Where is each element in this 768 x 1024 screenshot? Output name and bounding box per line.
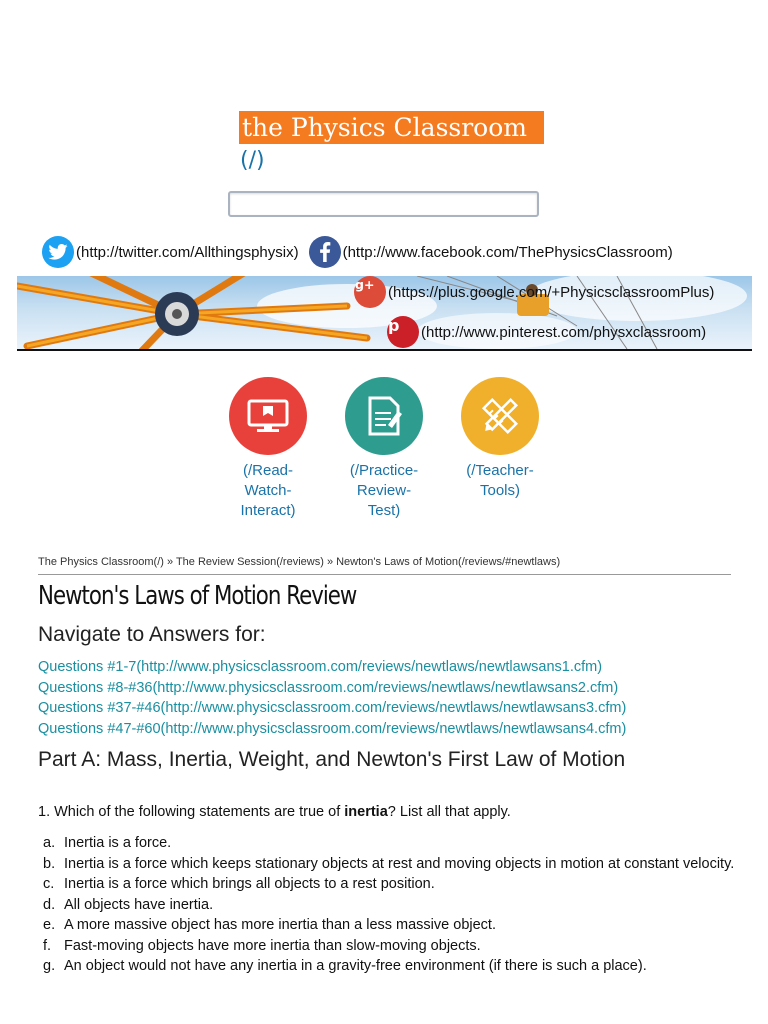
googleplus-row <box>354 276 714 308</box>
option-text: Fast-moving objects have more inertia than slow-moving objects. <box>64 937 481 954</box>
pinterest-link[interactable]: (http://www.pinterest.com/physxclassroom) <box>421 323 707 341</box>
header-banner <box>17 276 752 351</box>
tile-practice-review-test[interactable] <box>334 377 434 521</box>
list-item <box>38 956 738 977</box>
option-text: A more massive object has more inertia than a less massive object. <box>64 917 496 933</box>
answer-link-3[interactable]: Questions #37-#46(http://www.physicsclassroom.com/reviews/newtlaws/newtlawsans3.cfm) <box>38 700 627 717</box>
pinterest-icon[interactable] <box>387 316 419 348</box>
document-icon[interactable] <box>345 377 423 455</box>
facebook-icon[interactable] <box>309 236 341 268</box>
svg-text:g+: g+ <box>354 277 375 292</box>
svg-text:p: p <box>388 316 400 334</box>
site-logo[interactable]: the Physics Classroom <box>239 111 544 144</box>
list-item <box>38 915 738 936</box>
twitter-link[interactable]: (http://twitter.com/Allthingsphysix) <box>76 243 299 261</box>
googleplus-link[interactable]: (https://plus.google.com/+PhysicsclassroomPlus) <box>388 283 715 301</box>
pinterest-row <box>387 316 706 348</box>
social-row <box>42 236 673 268</box>
option-letter: a. <box>43 835 56 851</box>
part-heading: Part A: Mass, Inertia, Weight, and Newton's First Law of Motion <box>38 748 626 771</box>
question-prefix: 1. Which of the following statements are true of <box>38 804 345 820</box>
answer-link-4[interactable]: Questions #47-#60(http://www.physicsclassroom.com/reviews/newtlaws/newtlawsans4.cfm) <box>38 720 627 737</box>
question-1 <box>38 804 511 820</box>
navigate-heading: Navigate to Answers for: <box>38 623 266 646</box>
option-text: Inertia is a force. <box>64 835 172 851</box>
option-letter: c. <box>43 876 55 892</box>
list-item <box>38 854 738 875</box>
monitor-icon[interactable] <box>229 377 307 455</box>
pencil-ruler-icon[interactable] <box>461 377 539 455</box>
breadcrumb[interactable]: The Physics Classroom(/) » The Review Session(/reviews) » Newton's Laws of Motion(/reviews/#newtlaws) <box>38 556 561 568</box>
answer-options <box>38 833 738 977</box>
tile-label[interactable]: (/Practice- Review- Test) <box>349 462 419 519</box>
list-item <box>38 833 738 854</box>
divider <box>38 574 731 575</box>
option-letter: d. <box>43 896 56 913</box>
list-item <box>38 895 738 916</box>
option-letter: g. <box>43 958 56 974</box>
search-input[interactable] <box>228 191 539 217</box>
answer-link-2[interactable]: Questions #8-#36(http://www.physicsclassroom.com/reviews/newtlaws/newtlawsans2.cfm) <box>38 679 619 696</box>
tile-read-watch-interact[interactable] <box>218 377 318 521</box>
tile-teacher-tools[interactable] <box>450 377 550 501</box>
page-title: Newton's Laws of Motion Review <box>38 581 357 611</box>
twitter-icon[interactable] <box>42 236 74 268</box>
option-text: Inertia is a force which keeps stationary objects at rest and moving objects in motion at constant velocity. <box>64 855 735 872</box>
question-suffix: ? List all that apply. <box>387 804 511 820</box>
option-text: Inertia is a force which brings all objects to a rest position. <box>64 876 435 892</box>
home-link[interactable]: (/) <box>240 148 265 173</box>
facebook-link[interactable]: (http://www.facebook.com/ThePhysicsClassroom) <box>342 243 673 261</box>
option-letter: e. <box>43 917 56 933</box>
list-item <box>38 874 738 895</box>
option-text: All objects have inertia. <box>64 896 214 913</box>
option-text: An object would not have any inertia in a gravity-free environment (if there is such a place). <box>64 958 647 974</box>
option-letter: b. <box>43 855 56 872</box>
question-keyword: inertia <box>344 804 388 820</box>
option-letter: f. <box>43 937 52 954</box>
answer-links <box>38 657 626 739</box>
answer-link-1[interactable]: Questions #1-7(http://www.physicsclassroom.com/reviews/newtlaws/newtlawsans1.cfm) <box>38 659 603 675</box>
list-item <box>38 936 738 957</box>
tile-label[interactable]: (/Teacher- Tools) <box>466 462 534 499</box>
googleplus-icon[interactable] <box>354 276 386 308</box>
tile-label[interactable]: (/Read- Watch- Interact) <box>240 462 296 519</box>
